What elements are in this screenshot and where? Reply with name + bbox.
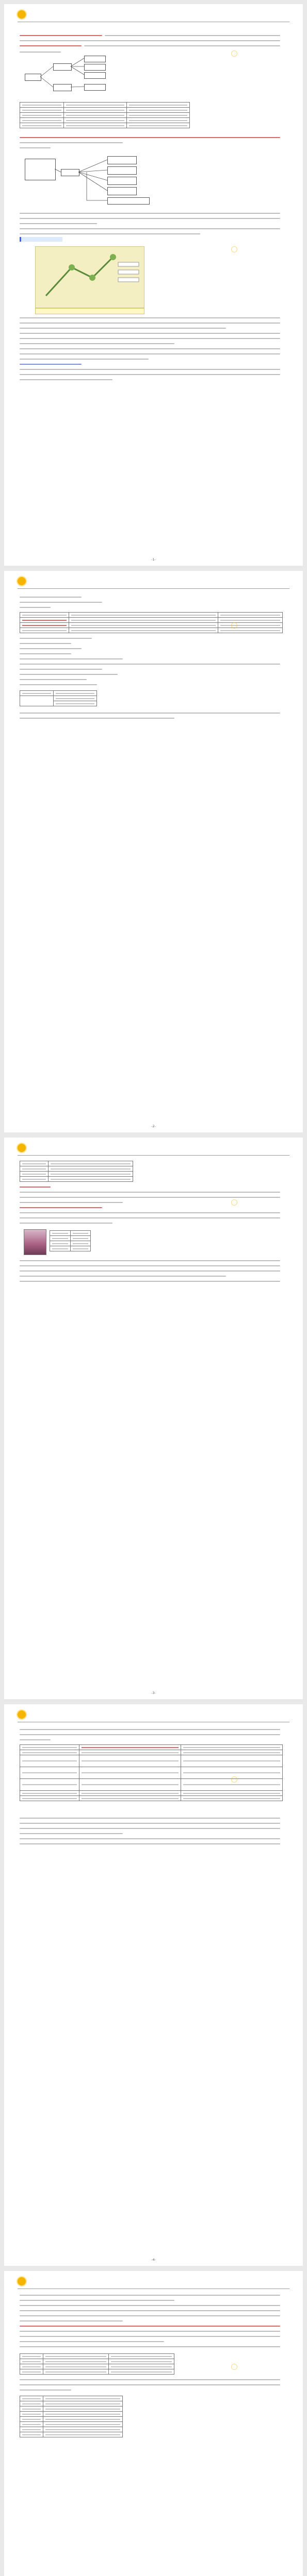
text-line xyxy=(20,379,112,380)
text-line xyxy=(20,658,123,659)
data-table xyxy=(20,612,283,633)
text-line xyxy=(20,359,149,360)
data-table xyxy=(20,2396,123,2437)
illustration-caption-banner xyxy=(35,308,144,314)
text-line xyxy=(20,218,280,219)
text-line xyxy=(20,1217,280,1218)
data-table xyxy=(20,1161,133,1182)
text-line xyxy=(20,369,280,370)
text-line xyxy=(20,718,174,719)
brand-logo xyxy=(18,577,28,585)
text-line xyxy=(20,1828,280,1829)
watermark-sun-icon xyxy=(231,1776,237,1783)
text-line xyxy=(20,1270,280,1272)
text-line xyxy=(20,684,97,685)
text-line xyxy=(20,1818,280,1819)
illustration-panel xyxy=(35,246,144,308)
text-line xyxy=(20,1197,280,1198)
text-line xyxy=(20,1187,51,1188)
watermark xyxy=(231,2364,239,2370)
text-line xyxy=(20,353,280,354)
watermark xyxy=(231,622,239,629)
watermark xyxy=(231,1199,239,1206)
text-line xyxy=(20,40,280,41)
text-line xyxy=(20,45,82,46)
text-line xyxy=(20,1823,280,1824)
text-line xyxy=(20,1223,112,1224)
flow-diagram xyxy=(25,154,190,205)
text-line xyxy=(20,597,82,598)
watermark xyxy=(231,50,239,57)
text-line xyxy=(20,1202,123,1203)
text-line xyxy=(20,2379,280,2380)
text-line xyxy=(20,374,280,375)
document-page-2 xyxy=(4,571,303,1132)
data-table xyxy=(20,102,190,128)
text-line xyxy=(20,2384,280,2385)
anatomy-photo xyxy=(24,1229,46,1255)
text-line xyxy=(20,1192,280,1193)
text-line xyxy=(20,137,280,138)
text-line xyxy=(20,2336,280,2337)
text-line xyxy=(20,674,118,675)
page-number: -1- xyxy=(151,558,156,562)
text-line xyxy=(20,333,280,334)
watermark-sun-icon xyxy=(231,2364,237,2370)
data-table xyxy=(50,1230,91,1251)
watermark xyxy=(231,1776,239,1783)
text-line xyxy=(20,147,51,148)
text-line xyxy=(20,343,174,344)
text-line xyxy=(20,35,102,36)
sun-logo-icon xyxy=(18,1710,26,1719)
text-line xyxy=(20,2305,280,2306)
sun-logo-icon xyxy=(18,577,26,585)
watermark-sun-icon xyxy=(231,50,237,57)
text-line xyxy=(20,1281,280,1282)
header-divider xyxy=(18,1155,289,1156)
text-line xyxy=(20,1843,280,1844)
page-number: -3- xyxy=(151,1691,156,1695)
text-line xyxy=(20,328,226,329)
text-line xyxy=(84,45,280,46)
watermark xyxy=(231,246,239,252)
watermark-sun-icon xyxy=(231,622,237,629)
text-line xyxy=(20,1265,280,1266)
text-line xyxy=(20,233,200,234)
data-table xyxy=(20,1744,283,1801)
section-callout xyxy=(20,237,62,242)
illustration-graphic xyxy=(36,247,144,308)
sun-logo-icon xyxy=(18,2277,26,2285)
concept-tree-diagram xyxy=(25,56,159,97)
page-number: -2- xyxy=(151,1125,156,1128)
document-page-3 xyxy=(4,1138,303,1699)
text-line xyxy=(20,2315,280,2316)
text-line xyxy=(20,323,280,324)
text-line xyxy=(20,602,102,603)
brand-logo xyxy=(18,1144,28,1152)
text-line xyxy=(20,1838,280,1839)
text-line xyxy=(20,1833,123,1834)
text-line xyxy=(20,679,87,680)
header-divider xyxy=(18,588,289,589)
text-line xyxy=(20,664,280,665)
page-number: -4- xyxy=(151,2258,156,2262)
text-line xyxy=(20,1729,280,1730)
data-table xyxy=(20,2353,174,2375)
text-line xyxy=(20,228,280,229)
text-line xyxy=(20,52,61,53)
text-line xyxy=(20,653,71,654)
text-line xyxy=(20,1260,280,1261)
text-line xyxy=(20,2320,123,2321)
text-line xyxy=(20,1734,280,1735)
text-line xyxy=(20,643,71,644)
text-line xyxy=(20,607,51,608)
text-line xyxy=(20,338,280,339)
brand-logo xyxy=(18,10,28,19)
data-table xyxy=(20,690,97,706)
sun-logo-icon xyxy=(18,1144,26,1152)
sun-logo-icon xyxy=(18,10,26,19)
text-line xyxy=(20,2389,71,2391)
text-line xyxy=(20,713,280,714)
text-line xyxy=(20,1212,280,1213)
text-line xyxy=(20,317,280,318)
text-line xyxy=(20,1739,51,1740)
text-line xyxy=(20,1207,102,1208)
document-page-5 xyxy=(4,2271,303,2576)
text-line xyxy=(20,2295,280,2296)
text-line xyxy=(20,2326,280,2327)
text-line xyxy=(20,2300,174,2301)
brand-logo xyxy=(18,2277,28,2285)
text-line xyxy=(20,2310,280,2311)
text-line xyxy=(20,2341,164,2342)
text-line xyxy=(20,213,280,214)
text-line xyxy=(20,223,97,224)
text-line xyxy=(20,2331,280,2332)
text-line xyxy=(20,348,280,349)
text-line xyxy=(20,669,102,670)
text-line xyxy=(20,638,92,639)
document-page-1 xyxy=(4,4,303,566)
text-line xyxy=(20,2346,280,2347)
text-line xyxy=(20,648,82,649)
diagram-connectors xyxy=(25,154,190,205)
diagram-connectors xyxy=(25,56,159,97)
text-line xyxy=(20,142,123,143)
text-line xyxy=(20,1276,226,1277)
brand-logo xyxy=(18,1710,28,1719)
text-line xyxy=(20,364,82,365)
watermark-sun-icon xyxy=(231,246,237,252)
document-page-4 xyxy=(4,1704,303,2266)
watermark-sun-icon xyxy=(231,1199,237,1206)
text-line xyxy=(105,35,280,36)
